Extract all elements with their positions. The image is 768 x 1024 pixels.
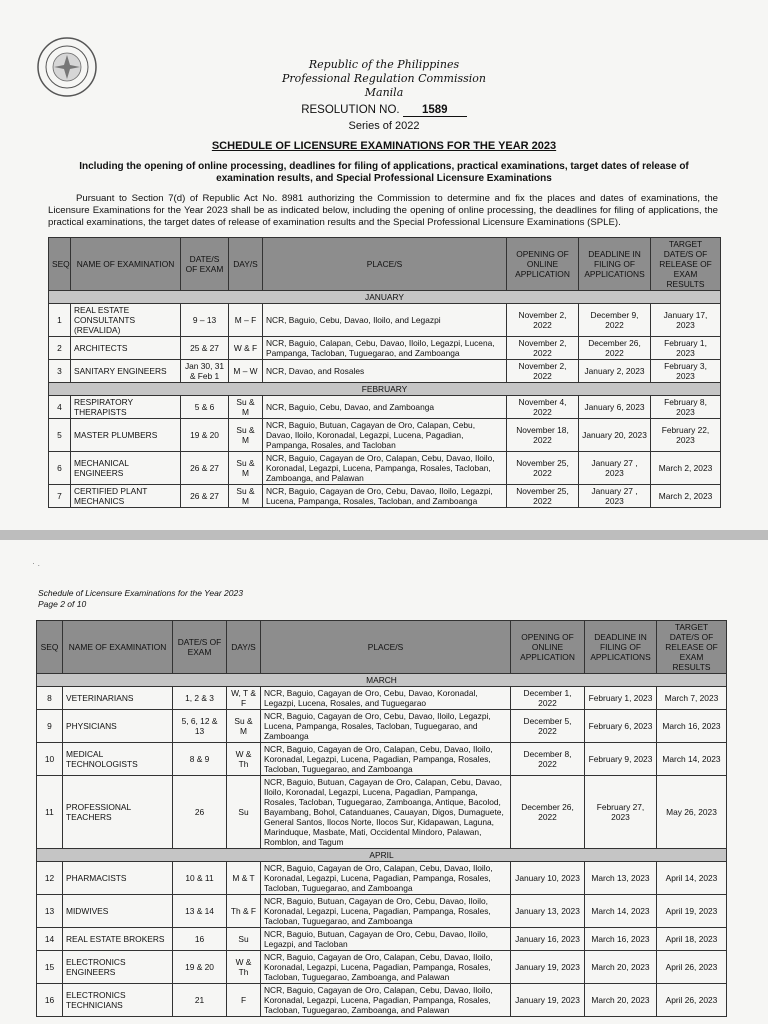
col-target: TARGET DATE/S OF RELEASE OF EXAM RESULTS xyxy=(657,621,727,674)
cell-days: W, T & F xyxy=(227,687,261,710)
cell-places: NCR, Baguio, Cagayan de Oro, Calapan, Cebu, Davao, Iloilo, Koronadal, Legazpi, Lucena, Pampanga, Rosales, Tacloban, Zamboanga, and Palawan xyxy=(263,452,507,485)
cell-target: April 26, 2023 xyxy=(657,984,727,1017)
cell-days: Su & M xyxy=(229,485,263,508)
cell-dates: 1, 2 & 3 xyxy=(173,687,227,710)
cell-target: April 26, 2023 xyxy=(657,951,727,984)
cell-deadline: January 2, 2023 xyxy=(579,360,651,383)
schedule-table-body xyxy=(37,674,727,1017)
cell-deadline: February 1, 2023 xyxy=(585,687,657,710)
exam-row xyxy=(37,984,727,1017)
cell-opening: January 16, 2023 xyxy=(511,928,585,951)
cell-opening: January 13, 2023 xyxy=(511,895,585,928)
cell-target: April 18, 2023 xyxy=(657,928,727,951)
cell-dates: 10 & 11 xyxy=(173,862,227,895)
cell-target: May 26, 2023 xyxy=(657,776,727,849)
cell-days: W & Th xyxy=(227,743,261,776)
cell-target: April 14, 2023 xyxy=(657,862,727,895)
cell-places: NCR, Baguio, Butuan, Cagayan de Oro, Cebu, Davao, Iloilo, Legazpi, and Tacloban xyxy=(261,928,511,951)
cell-target: March 2, 2023 xyxy=(651,452,721,485)
cell-days: Su & M xyxy=(227,710,261,743)
col-deadline: DEADLINE IN FILING OF APPLICATIONS xyxy=(579,238,651,291)
cell-deadline: January 20, 2023 xyxy=(579,419,651,452)
exam-row xyxy=(49,337,721,360)
cell-target: February 3, 2023 xyxy=(651,360,721,383)
cell-opening: November 18, 2022 xyxy=(507,419,579,452)
cell-days: M – F xyxy=(229,304,263,337)
cell-name: MASTER PLUMBERS xyxy=(71,419,181,452)
cell-days: M – W xyxy=(229,360,263,383)
col-days: DAY/S xyxy=(227,621,261,674)
exam-row xyxy=(49,485,721,508)
month-divider-row xyxy=(37,849,727,862)
col-dates: DATE/S OF EXAM xyxy=(181,238,229,291)
cell-opening: January 19, 2023 xyxy=(511,951,585,984)
cell-days: Su xyxy=(227,928,261,951)
cell-name: MEDICAL TECHNOLOGISTS xyxy=(63,743,173,776)
cell-opening: November 25, 2022 xyxy=(507,485,579,508)
cell-seq: 13 xyxy=(37,895,63,928)
cell-places: NCR, Baguio, Cagayan de Oro, Cebu, Davao, Koronadal, Legazpi, Lucena, Rosales, and Tuguegarao xyxy=(261,687,511,710)
cell-days: Th & F xyxy=(227,895,261,928)
cell-days: W & F xyxy=(229,337,263,360)
cell-seq: 1 xyxy=(49,304,71,337)
cell-target: March 14, 2023 xyxy=(657,743,727,776)
cell-opening: November 25, 2022 xyxy=(507,452,579,485)
cell-days: F xyxy=(227,984,261,1017)
cell-name: PHARMACISTS xyxy=(63,862,173,895)
col-opening: OPENING OF ONLINE APPLICATION xyxy=(511,621,585,674)
cell-target: February 8, 2023 xyxy=(651,396,721,419)
cell-places: NCR, Baguio, Cagayan de Oro, Cebu, Davao, Iloilo, Legazpi, Lucena, Pampanga, Rosales, Tacloban, and Zamboanga xyxy=(263,485,507,508)
cell-seq: 14 xyxy=(37,928,63,951)
cell-days: Su & M xyxy=(229,396,263,419)
cell-dates: 19 & 20 xyxy=(173,951,227,984)
cell-target: March 2, 2023 xyxy=(651,485,721,508)
cell-days: W & Th xyxy=(227,951,261,984)
schedule-table-page-2 xyxy=(36,620,727,1017)
col-opening: OPENING OF ONLINE APPLICATION xyxy=(507,238,579,291)
cell-name: ARCHITECTS xyxy=(71,337,181,360)
month-label: APRIL xyxy=(37,849,727,862)
cell-deadline: December 26, 2022 xyxy=(579,337,651,360)
exam-row xyxy=(49,360,721,383)
cell-places: NCR, Baguio, Cagayan de Oro, Calapan, Cebu, Davao, Iloilo, Koronadal, Legazpi, Lucena, Pagadian, Pampanga, Rosales, Tacloban, Tuguegarao, and Zamboanga xyxy=(261,743,511,776)
cell-opening: November 2, 2022 xyxy=(507,304,579,337)
cell-seq: 16 xyxy=(37,984,63,1017)
cell-places: NCR, Baguio, Butuan, Cagayan de Oro, Cebu, Davao, Iloilo, Koronadal, Legazpi, Lucena, Pagadian, Pampanga, Rosales, Tacloban, Tuguegarao, and Zamboanga xyxy=(261,895,511,928)
header-republic: Republic of the Philippines xyxy=(308,58,460,71)
month-divider-row xyxy=(49,291,721,304)
cell-days: Su & M xyxy=(229,419,263,452)
exam-row xyxy=(37,743,727,776)
col-name: NAME OF EXAMINATION xyxy=(71,238,181,291)
cell-places: NCR, Baguio, Cebu, Davao, and Zamboanga xyxy=(263,396,507,419)
cell-opening: December 26, 2022 xyxy=(511,776,585,849)
document-subtitle: Including the opening of online processing, deadlines for filing of applications, practical examinations, target dates of release of examination results, and Special Professional Licensure Examinations xyxy=(79,161,689,184)
cell-deadline: March 16, 2023 xyxy=(585,928,657,951)
col-target: TARGET DATE/S OF RELEASE OF EXAM RESULTS xyxy=(651,238,721,291)
cell-deadline: December 9, 2022 xyxy=(579,304,651,337)
month-divider-row xyxy=(49,383,721,396)
cell-dates: 8 & 9 xyxy=(173,743,227,776)
scan-marks: · . xyxy=(32,558,40,568)
exam-row xyxy=(37,710,727,743)
cell-deadline: February 6, 2023 xyxy=(585,710,657,743)
cell-deadline: March 13, 2023 xyxy=(585,862,657,895)
exam-row xyxy=(49,419,721,452)
cell-dates: 5 & 6 xyxy=(181,396,229,419)
cell-name: CERTIFIED PLANT MECHANICS xyxy=(71,485,181,508)
cell-deadline: March 20, 2023 xyxy=(585,951,657,984)
cell-dates: 5, 6, 12 & 13 xyxy=(173,710,227,743)
cell-name: RESPIRATORY THERAPISTS xyxy=(71,396,181,419)
exam-row xyxy=(37,895,727,928)
cell-dates: 16 xyxy=(173,928,227,951)
resolution-value: 1589 xyxy=(403,104,467,117)
exam-row xyxy=(49,452,721,485)
cell-dates: 26 & 27 xyxy=(181,485,229,508)
page2-page-number: Page 2 of 10 xyxy=(38,599,87,609)
col-name: NAME OF EXAMINATION xyxy=(63,621,173,674)
month-divider-row xyxy=(37,674,727,687)
cell-deadline: February 27, 2023 xyxy=(585,776,657,849)
cell-target: February 22, 2023 xyxy=(651,419,721,452)
exam-row xyxy=(37,776,727,849)
cell-deadline: January 27 , 2023 xyxy=(579,452,651,485)
cell-days: Su xyxy=(227,776,261,849)
cell-seq: 8 xyxy=(37,687,63,710)
col-seq: SEQ xyxy=(37,621,63,674)
cell-seq: 12 xyxy=(37,862,63,895)
month-label: JANUARY xyxy=(49,291,721,304)
schedule-table-body xyxy=(49,291,721,508)
cell-places: NCR, Baguio, Cagayan de Oro, Calapan, Cebu, Davao, Iloilo, Koronadal, Legazpi, Lucena, Pagadian, Pampanga, Rosales, Tacloban, Tuguegarao, and Zamboanga xyxy=(261,862,511,895)
cell-deadline: January 27 , 2023 xyxy=(579,485,651,508)
cell-dates: 13 & 14 xyxy=(173,895,227,928)
cell-dates: 26 & 27 xyxy=(181,452,229,485)
cell-seq: 4 xyxy=(49,396,71,419)
exam-row xyxy=(49,396,721,419)
cell-days: M & T xyxy=(227,862,261,895)
header-city: Manila xyxy=(364,86,404,99)
cell-dates: 19 & 20 xyxy=(181,419,229,452)
cell-seq: 15 xyxy=(37,951,63,984)
cell-target: March 7, 2023 xyxy=(657,687,727,710)
cell-deadline: February 9, 2023 xyxy=(585,743,657,776)
cell-deadline: March 20, 2023 xyxy=(585,984,657,1017)
cell-opening: December 8, 2022 xyxy=(511,743,585,776)
cell-places: NCR, Baguio, Butuan, Cagayan de Oro, Calapan, Cebu, Davao, Iloilo, Koronadal, Legazpi, Lucena, Pagadian, Pampanga, Rosales, Tacloban, Tuguegarao, Zamboanga, Antique, Bacolod, Bayambang, Bohol, Catanduanes, Cauayan, Digos, Dumaguete, General Santos, Ilocos Norte, Ilocos Sur, Kidapawan, Laguna, Marinduque, Masbate, Mati, Occidental Mindoro, Palawan, Romblon, and Tagum xyxy=(261,776,511,849)
exam-row xyxy=(37,951,727,984)
document-page-2 xyxy=(0,540,768,1024)
cell-name: REAL ESTATE CONSULTANTS (REVALIDA) xyxy=(71,304,181,337)
col-deadline: DEADLINE IN FILING OF APPLICATIONS xyxy=(585,621,657,674)
cell-places: NCR, Baguio, Calapan, Cebu, Davao, Iloilo, Legazpi, Lucena, Pampanga, Tacloban, Tuguegarao, and Zamboanga xyxy=(263,337,507,360)
cell-opening: January 19, 2023 xyxy=(511,984,585,1017)
cell-opening: November 4, 2022 xyxy=(507,396,579,419)
col-days: DAY/S xyxy=(229,238,263,291)
cell-name: REAL ESTATE BROKERS xyxy=(63,928,173,951)
cell-places: NCR, Baguio, Cebu, Davao, Iloilo, and Legazpi xyxy=(263,304,507,337)
col-places: PLACE/S xyxy=(263,238,507,291)
cell-seq: 11 xyxy=(37,776,63,849)
cell-places: NCR, Baguio, Butuan, Cagayan de Oro, Calapan, Cebu, Davao, Iloilo, Koronadal, Legazpi, Lucena, Pagadian, Pampanga, Rosales, and Tacloban xyxy=(263,419,507,452)
cell-opening: December 1, 2022 xyxy=(511,687,585,710)
cell-places: NCR, Baguio, Cagayan de Oro, Calapan, Cebu, Davao, Iloilo, Koronadal, Legazpi, Lucena, Pagadian, Pampanga, Rosales, Tacloban, Tuguegarao, Zamboanga, and Palawan xyxy=(261,984,511,1017)
cell-seq: 9 xyxy=(37,710,63,743)
col-dates: DATE/S OF EXAM xyxy=(173,621,227,674)
cell-name: VETERINARIANS xyxy=(63,687,173,710)
cell-name: MECHANICAL ENGINEERS xyxy=(71,452,181,485)
cell-places: NCR, Davao, and Rosales xyxy=(263,360,507,383)
document-title: SCHEDULE OF LICENSURE EXAMINATIONS FOR THE YEAR 2023 xyxy=(211,140,557,152)
schedule-table-page-1 xyxy=(48,237,721,508)
cell-deadline: March 14, 2023 xyxy=(585,895,657,928)
cell-seq: 2 xyxy=(49,337,71,360)
cell-dates: 21 xyxy=(173,984,227,1017)
cell-name: ELECTRONICS TECHNICIANS xyxy=(63,984,173,1017)
cell-name: PHYSICIANS xyxy=(63,710,173,743)
exam-row xyxy=(37,928,727,951)
cell-name: ELECTRONICS ENGINEERS xyxy=(63,951,173,984)
cell-deadline: January 6, 2023 xyxy=(579,396,651,419)
cell-target: February 1, 2023 xyxy=(651,337,721,360)
cell-dates: 26 xyxy=(173,776,227,849)
cell-dates: 25 & 27 xyxy=(181,337,229,360)
cell-opening: November 2, 2022 xyxy=(507,360,579,383)
cell-seq: 5 xyxy=(49,419,71,452)
cell-places: NCR, Baguio, Cagayan de Oro, Calapan, Cebu, Davao, Iloilo, Koronadal, Legazpi, Lucena, Pagadian, Pampanga, Rosales, Tacloban, Tuguegarao, Zamboanga, and Palawan xyxy=(261,951,511,984)
cell-dates: 9 – 13 xyxy=(181,304,229,337)
col-places: PLACE/S xyxy=(261,621,511,674)
exam-row xyxy=(37,862,727,895)
cell-seq: 6 xyxy=(49,452,71,485)
cell-opening: December 5, 2022 xyxy=(511,710,585,743)
col-seq: SEQ xyxy=(49,238,71,291)
exam-row xyxy=(37,687,727,710)
series-year: Series of 2022 xyxy=(348,120,420,132)
cell-days: Su & M xyxy=(229,452,263,485)
cell-target: January 17, 2023 xyxy=(651,304,721,337)
cell-seq: 10 xyxy=(37,743,63,776)
month-label: MARCH xyxy=(37,674,727,687)
page2-caption: Schedule of Licensure Examinations for the Year 2023 xyxy=(38,588,243,598)
cell-name: MIDWIVES xyxy=(63,895,173,928)
cell-seq: 7 xyxy=(49,485,71,508)
resolution-label: RESOLUTION NO. xyxy=(301,104,400,116)
intro-paragraph: Pursuant to Section 7(d) of Republic Act No. 8981 authorizing the Commission to determine and fix the places and dates of examinations, the Licensure Examinations for the Year 2023 shall be as indicated below, including the opening of online processing, the deadlines for filing of applications, the practical examinations, the target dates of release of examination results and the Special Professional Licensure Examinations (SPLE). xyxy=(48,193,718,228)
cell-target: March 16, 2023 xyxy=(657,710,727,743)
resolution-number xyxy=(0,104,768,117)
cell-opening: November 2, 2022 xyxy=(507,337,579,360)
cell-name: PROFESSIONAL TEACHERS xyxy=(63,776,173,849)
month-label: FEBRUARY xyxy=(49,383,721,396)
cell-dates: Jan 30, 31 & Feb 1 xyxy=(181,360,229,383)
exam-row xyxy=(49,304,721,337)
header-commission: Professional Regulation Commission xyxy=(281,72,487,85)
cell-target: April 19, 2023 xyxy=(657,895,727,928)
cell-opening: January 10, 2023 xyxy=(511,862,585,895)
cell-places: NCR, Baguio, Cagayan de Oro, Cebu, Davao, Iloilo, Legazpi, Lucena, Pampanga, Rosales, Tacloban, Tuguegarao, and Zamboanga xyxy=(261,710,511,743)
cell-seq: 3 xyxy=(49,360,71,383)
cell-name: SANITARY ENGINEERS xyxy=(71,360,181,383)
